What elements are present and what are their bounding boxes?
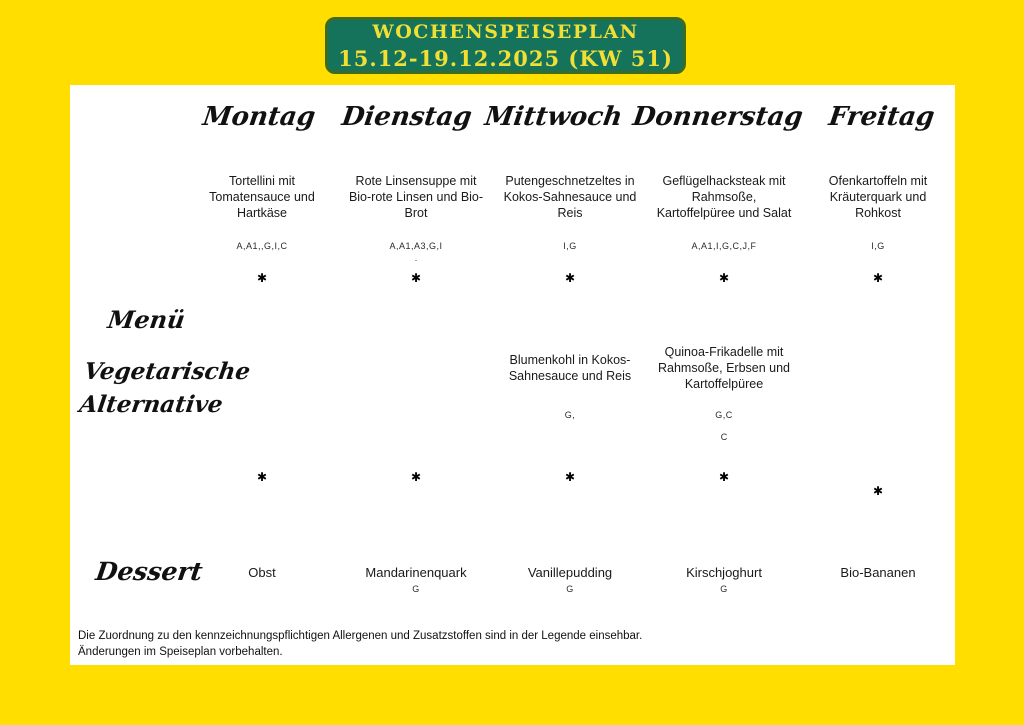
allergen-codes: G, [564, 410, 576, 420]
menu-cell-montag [185, 165, 339, 289]
legend-note-line2: Änderungen im Speiseplan vorbehalten. [78, 646, 283, 658]
day-label: Freitag [826, 102, 936, 132]
allergen-codes: A,A1,,G,I,C [236, 241, 288, 251]
allergen-codes: I,G [563, 241, 577, 251]
meal-name: Tortellini mit Tomatensauce und Hartkäse [209, 174, 315, 220]
vegetarian-cell-freitag [801, 330, 955, 502]
dessert-name: Vanillepudding [527, 564, 613, 580]
day-header-donnerstag [628, 91, 808, 143]
menu-row-label-cell [70, 165, 187, 334]
star-marker: ✱ [564, 470, 576, 484]
allergen-note: . [414, 253, 418, 263]
allergen-codes: I,G [871, 241, 885, 251]
allergen-codes: G,C [715, 410, 733, 420]
vegetarian-row-label-cell [70, 330, 252, 502]
star-marker: ✱ [718, 470, 730, 484]
dessert-cell-dienstag [339, 563, 493, 596]
allergen-codes: A,A1,A3,G,I [389, 241, 443, 251]
day-header-dienstag [333, 91, 481, 143]
dessert-name: Kirschjoghurt [686, 564, 762, 580]
star-marker: ✱ [872, 484, 884, 498]
allergen-codes: G [720, 584, 728, 594]
plan-title: WOCHENSPEISEPLAN [372, 20, 639, 43]
dessert-name: Obst [248, 564, 276, 580]
dessert-name: Mandarinenquark [365, 564, 467, 580]
vegetarian-row-label [77, 355, 252, 421]
star-marker: ✱ [718, 271, 730, 285]
menu-cell-dienstag [339, 165, 493, 289]
day-header-freitag [807, 91, 955, 143]
menu-cell-freitag [801, 165, 955, 289]
day-label: Donnerstag [630, 102, 805, 132]
star-marker: ✱ [410, 470, 422, 484]
dessert-row-label: Dessert [93, 557, 205, 586]
day-header-mittwoch [480, 91, 628, 143]
vegetarian-row [70, 330, 955, 502]
dessert-row-label-cell [70, 557, 205, 596]
star-marker: ✱ [564, 271, 576, 285]
allergen-codes: G [412, 584, 420, 594]
vegetarian-cell-donnerstag [647, 330, 801, 502]
meal-name: Quinoa-Frikadelle mit Rahmsoße, Erbsen und Kartoffelpüree [657, 345, 790, 391]
vegetarian-cell-mittwoch [493, 330, 647, 502]
day-header-spacer [70, 91, 185, 143]
dessert-cell-mittwoch [493, 563, 647, 596]
star-marker: ✱ [256, 470, 268, 484]
dessert-cell-freitag [801, 563, 955, 596]
meal-name: Blumenkohl in Kokos-Sahnesauce und Reis [508, 353, 632, 383]
vegetarian-label-line2: Alternative [77, 391, 225, 418]
meal-name: Ofenkartoffeln mit Kräuterquark und Rohkost [828, 174, 928, 220]
star-marker: ✱ [410, 271, 422, 285]
plan-date-range: 15.12-19.12.2025 (KW 51) [338, 45, 673, 71]
meal-name: Geflügelhacksteak mit Rahmsoße, Kartoffelpüree und Salat [656, 174, 792, 220]
vegetarian-cell-dienstag [339, 330, 493, 502]
allergen-codes: A,A1,I,G,C,J,F [691, 241, 757, 251]
vegetarian-label-line1: Vegetarische [82, 358, 252, 385]
dessert-cell-montag [185, 563, 339, 596]
allergen-codes: G [566, 584, 574, 594]
meal-plan-sheet [70, 85, 955, 665]
day-label: Montag [200, 102, 317, 132]
dessert-cell-donnerstag [647, 563, 801, 596]
day-label: Mittwoch [483, 102, 625, 132]
meal-name: Putengeschnetzeltes in Kokos-Sahnesauce und Reis [503, 174, 637, 220]
star-marker: ✱ [872, 271, 884, 285]
menu-cell-mittwoch [493, 165, 647, 289]
menu-row [70, 165, 955, 334]
legend-note-line1: Die Zuordnung zu den kennzeichnungspflichtigen Allergenen und Zusatzstoffen sind in der Legende einsehbar. [78, 630, 643, 642]
allergen-note: C [720, 432, 728, 442]
meal-name: Rote Linsensuppe mit Bio-rote Linsen und Bio-Brot [348, 174, 484, 220]
dessert-row [70, 557, 955, 596]
dessert-name: Bio-Bananen [840, 564, 916, 580]
day-header-row [70, 91, 955, 143]
day-label: Dienstag [339, 102, 474, 132]
menu-row-label: Menü [105, 305, 187, 334]
star-marker: ✱ [256, 271, 268, 285]
menu-cell-donnerstag [647, 165, 801, 289]
day-header-montag [185, 91, 333, 143]
legend-note [78, 628, 938, 660]
header-banner [325, 17, 686, 74]
